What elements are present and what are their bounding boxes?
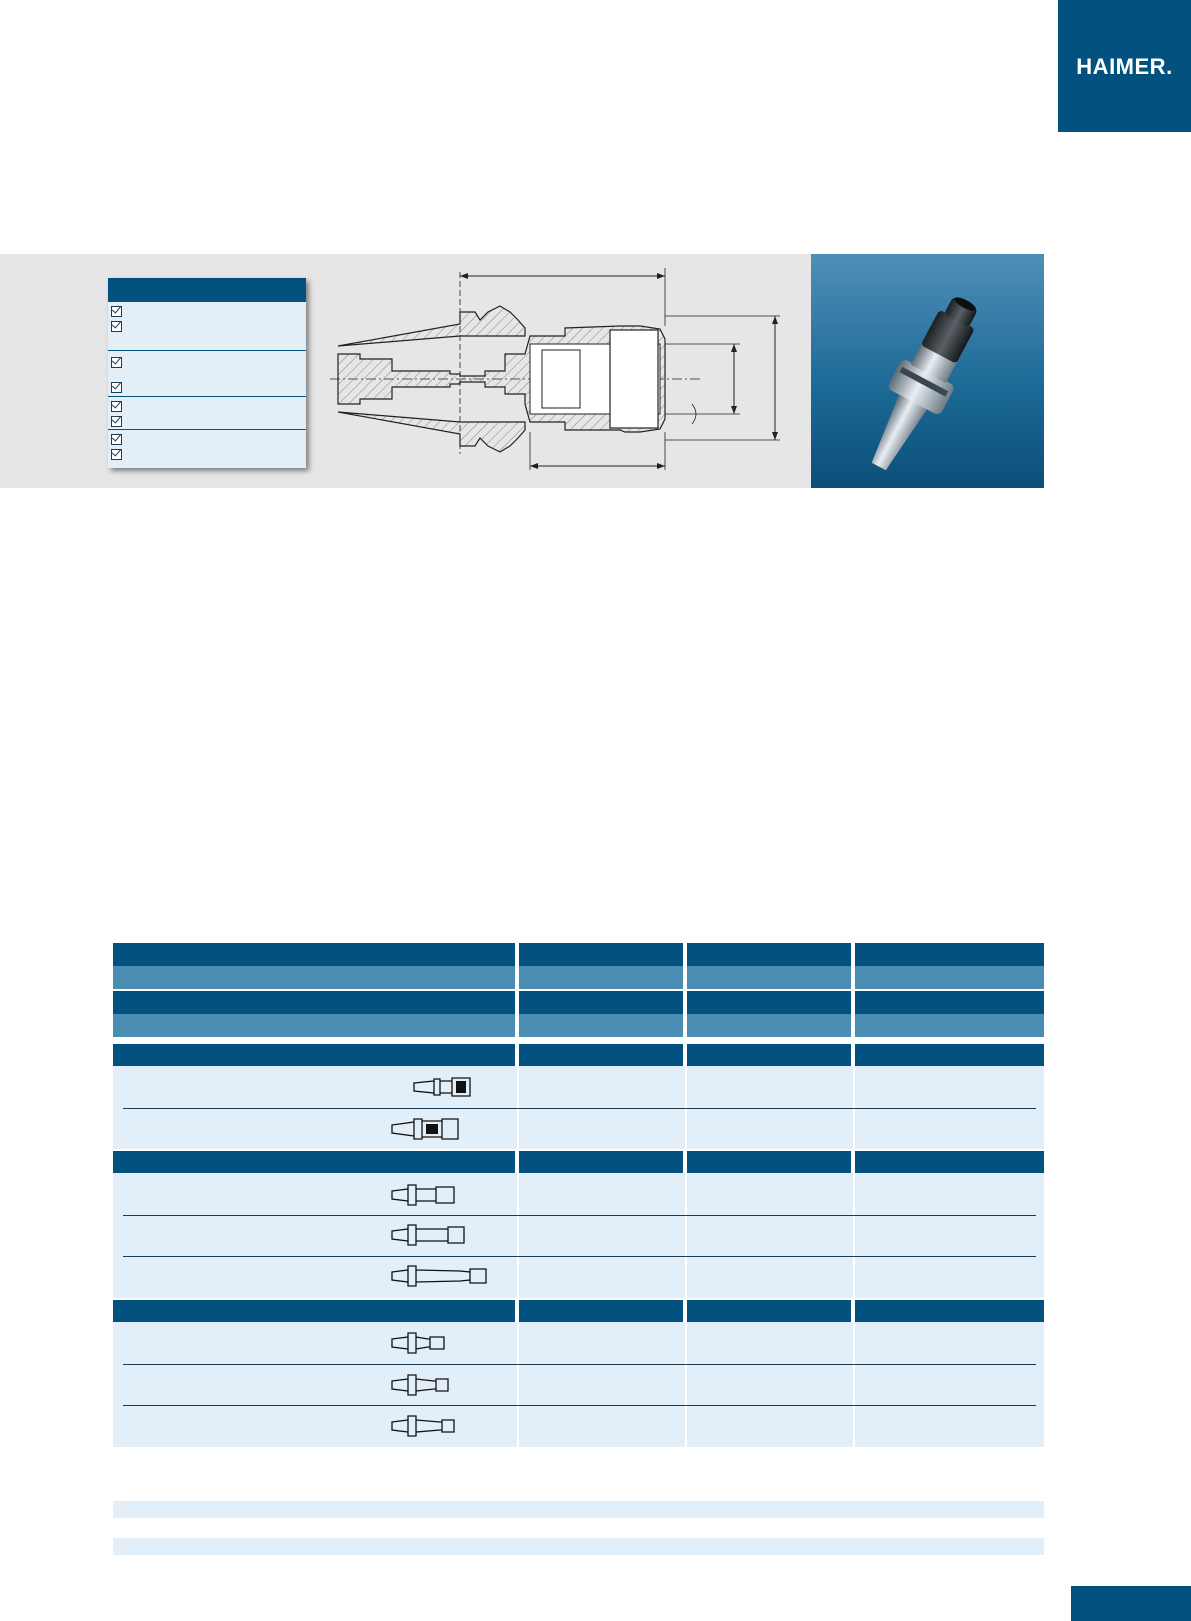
feature-checklist — [108, 278, 306, 468]
toolholder-icon — [390, 1116, 462, 1142]
table-header-row — [113, 943, 1044, 966]
table-section-header — [113, 1300, 1044, 1322]
checklist-group — [108, 351, 306, 397]
row-divider — [123, 1364, 1036, 1365]
checklist-item — [108, 432, 306, 447]
page-number-tab — [1071, 1586, 1191, 1621]
checklist-item — [108, 319, 306, 334]
toolholder-icon — [390, 1222, 468, 1248]
toolholder-icon — [390, 1330, 452, 1356]
table-header-row — [113, 1014, 1044, 1037]
taper-top — [338, 306, 525, 346]
toolholder-icon — [390, 1263, 490, 1289]
checklist-group — [108, 302, 306, 351]
checklist-item — [108, 414, 306, 429]
checkbox-icon — [111, 321, 122, 332]
checkbox-icon — [111, 357, 122, 368]
toolholder-photo-icon — [811, 254, 1044, 488]
product-photo — [811, 254, 1044, 488]
checkbox-icon — [111, 416, 122, 427]
checkbox-icon — [111, 401, 122, 412]
footer-info-bar — [113, 1501, 1044, 1518]
table-section-header — [113, 1151, 1044, 1173]
table-header-row — [113, 966, 1044, 989]
row-divider — [123, 1215, 1036, 1216]
checklist-group — [108, 397, 306, 430]
checkbox-icon — [111, 382, 122, 393]
checklist-item — [108, 399, 306, 414]
toolholder-section-drawing — [320, 254, 800, 488]
brand-logo — [1058, 0, 1191, 132]
checklist-group — [108, 430, 306, 466]
row-divider — [123, 1108, 1036, 1109]
checkbox-icon — [111, 306, 122, 317]
checkbox-icon — [111, 449, 122, 460]
table-section-body — [113, 1173, 1044, 1298]
toolholder-icon — [412, 1075, 474, 1099]
brand-logo-text: HAIMER. — [1076, 54, 1173, 79]
taper-bottom — [338, 412, 525, 452]
table-section-body — [113, 1322, 1044, 1447]
table-section-header — [113, 1044, 1044, 1066]
toolholder-icon — [390, 1372, 456, 1398]
checklist-item — [108, 304, 306, 319]
row-divider — [123, 1256, 1036, 1257]
table-header-row — [113, 991, 1044, 1014]
row-divider — [123, 1405, 1036, 1406]
toolholder-icon — [390, 1182, 458, 1208]
checklist-header — [108, 278, 306, 302]
checkbox-icon — [111, 434, 122, 445]
checklist-item — [108, 447, 306, 462]
checklist-item — [108, 355, 306, 370]
toolholder-icon — [390, 1413, 462, 1439]
footer-info-bar — [113, 1538, 1044, 1555]
checklist-item — [108, 380, 306, 395]
